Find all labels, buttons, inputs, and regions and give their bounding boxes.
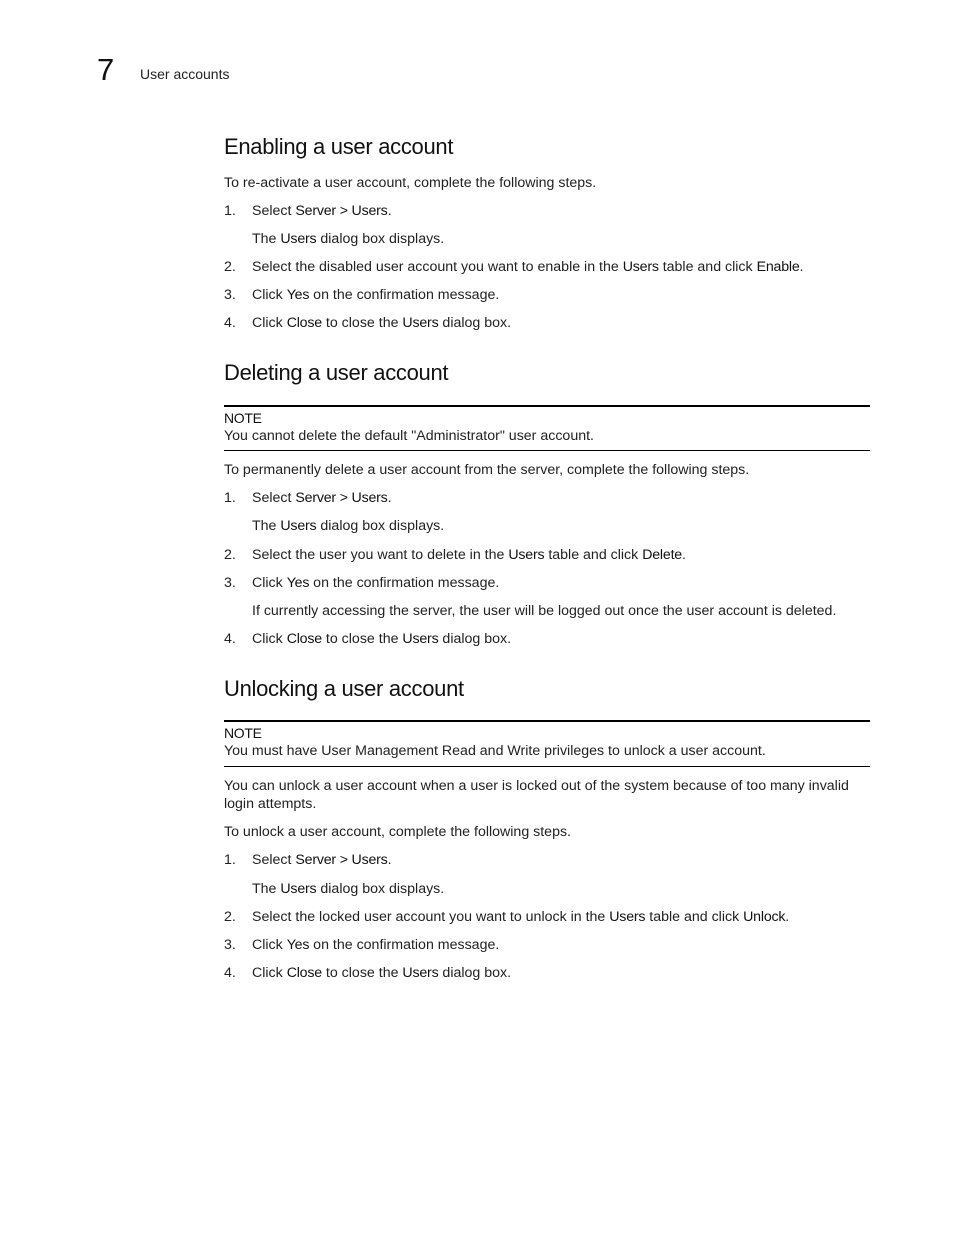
- step-text: Click Yes on the confirmation message.: [252, 575, 500, 591]
- step-text: Select Server > Users.: [252, 852, 392, 868]
- step-number: 1.: [224, 852, 236, 868]
- ui-element-ref: Close: [286, 965, 322, 981]
- unlocking-description: You can unlock a user account when a user is locked out of the system because of too many invalid login attempts.: [224, 778, 849, 812]
- ui-element-ref: Close: [286, 315, 322, 331]
- section-heading-deleting: Deleting a user account: [224, 360, 449, 385]
- enabling-step-1-result: The Users dialog box displays.: [252, 231, 445, 247]
- ui-element-ref: Users: [402, 965, 439, 981]
- step-number: 2.: [224, 259, 236, 275]
- step-number: 4.: [224, 965, 236, 981]
- step-text: Click Close to close the Users dialog box.: [252, 965, 512, 981]
- ui-element-ref: Yes: [286, 287, 310, 303]
- intro-unlocking: To unlock a user account, complete the following steps.: [224, 824, 571, 840]
- intro-enabling: To re-activate a user account, complete the following steps.: [224, 175, 597, 191]
- ui-element-ref: Unlock: [743, 909, 786, 925]
- intro-deleting: To permanently delete a user account from the server, complete the following steps.: [224, 462, 750, 478]
- ui-element-ref: Users: [402, 315, 439, 331]
- ui-element-ref: Enable: [756, 259, 800, 275]
- step-text: Click Close to close the Users dialog box.: [252, 631, 512, 647]
- ui-element-ref: Users: [280, 881, 317, 897]
- step-number: 4.: [224, 315, 236, 331]
- note-box-unlocking: [224, 720, 870, 767]
- step-text: Select the user you want to delete in the Users table and click Delete.: [252, 547, 686, 563]
- note-text: You must have User Management Read and Write privileges to unlock a user account.: [224, 743, 766, 759]
- step-number: 2.: [224, 909, 236, 925]
- unlocking-step-1-result: The Users dialog box displays.: [252, 881, 445, 897]
- chapter-number: 7: [97, 52, 115, 87]
- deleting-step-1-result: The Users dialog box displays.: [252, 518, 445, 534]
- section-heading-unlocking: Unlocking a user account: [224, 676, 464, 701]
- step-text: Select the disabled user account you want to enable in the Users table and click Enable.: [252, 259, 804, 275]
- ui-element-ref: Delete: [642, 547, 682, 563]
- ui-element-ref: Server > Users: [295, 490, 388, 506]
- note-box-deleting: [224, 405, 870, 451]
- step-number: 3.: [224, 937, 236, 953]
- ui-element-ref: Users: [622, 259, 659, 275]
- ui-element-ref: Users: [609, 909, 646, 925]
- step-number: 4.: [224, 631, 236, 647]
- step-text: Select Server > Users.: [252, 203, 392, 219]
- ui-element-ref: Users: [280, 518, 317, 534]
- step-text: Select Server > Users.: [252, 490, 392, 506]
- chapter-title: User accounts: [140, 66, 230, 82]
- step-text: Select the locked user account you want to unlock in the Users table and click Unlock.: [252, 909, 790, 925]
- step-text: Click Yes on the confirmation message.: [252, 937, 500, 953]
- note-label: NOTE: [224, 725, 262, 741]
- step-number: 1.: [224, 203, 236, 219]
- step-number: 3.: [224, 287, 236, 303]
- ui-element-ref: Yes: [286, 937, 310, 953]
- ui-element-ref: Server > Users: [295, 852, 388, 868]
- section-heading-enabling: Enabling a user account: [224, 134, 454, 159]
- ui-element-ref: Users: [508, 547, 545, 563]
- step-text: Click Yes on the confirmation message.: [252, 287, 500, 303]
- ui-element-ref: Users: [280, 231, 317, 247]
- step-number: 3.: [224, 575, 236, 591]
- ui-element-ref: Users: [402, 631, 439, 647]
- step-number: 1.: [224, 490, 236, 506]
- ui-element-ref: Close: [286, 631, 322, 647]
- note-text: You cannot delete the default "Administrator" user account.: [224, 428, 594, 444]
- step-number: 2.: [224, 547, 236, 563]
- ui-element-ref: Server > Users: [295, 203, 388, 219]
- ui-element-ref: Yes: [286, 575, 310, 591]
- note-label: NOTE: [224, 410, 262, 426]
- deleting-step-3-note: If currently accessing the server, the user will be logged out once the user account is deleted.: [252, 603, 837, 619]
- step-text: Click Close to close the Users dialog box.: [252, 315, 512, 331]
